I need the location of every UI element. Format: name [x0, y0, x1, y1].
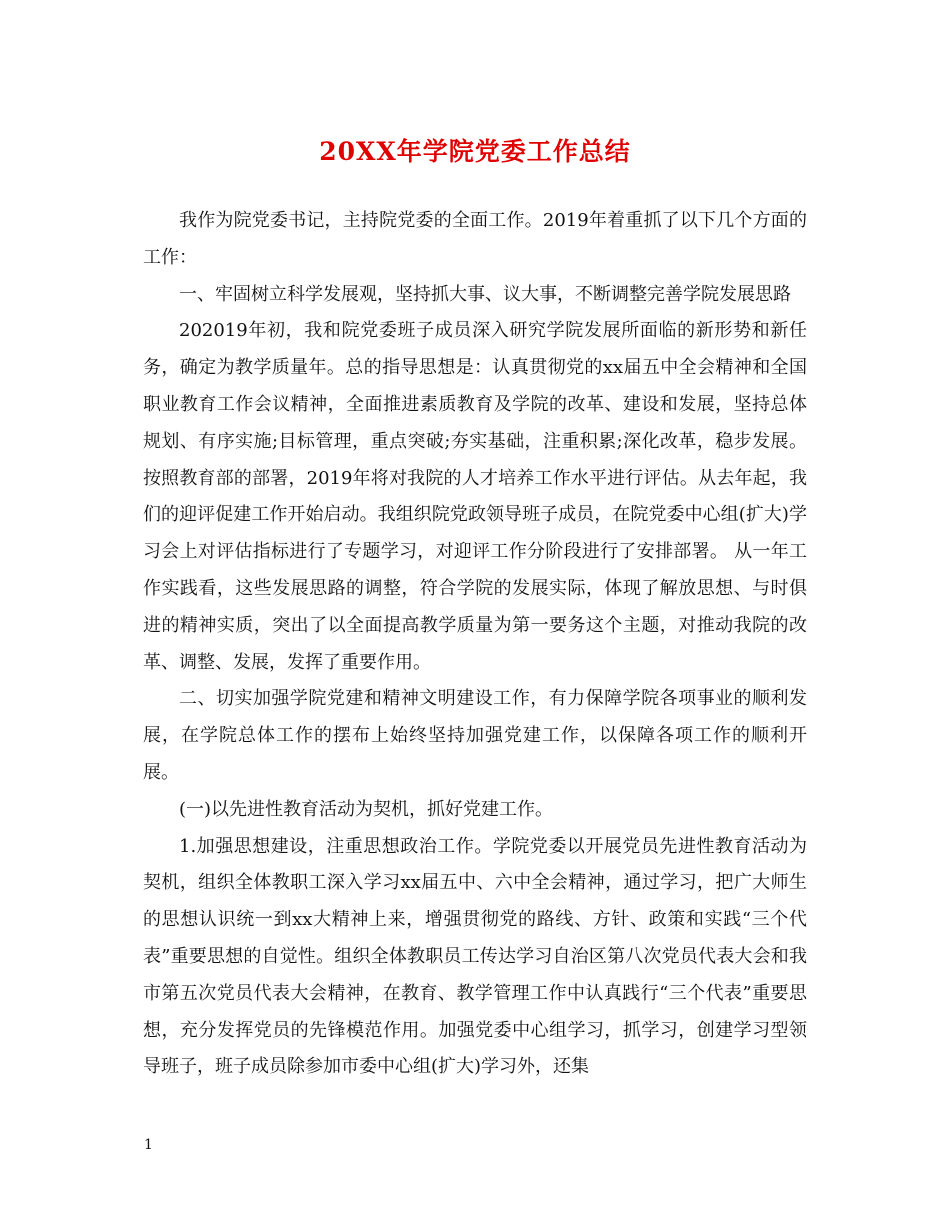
paragraph-section-one-heading: 一、牢固树立科学发展观，坚持抓大事、议大事，不断调整完善学院发展思路 — [179, 283, 791, 305]
paragraph-section-two-heading: 二、切实加强学院党建和精神文明建设工作，有力保障学院各项事业的顺利发展，在学院总体工作的摆布上始终坚持加强党建工作，以保障各项工作的顺利开展。 — [143, 688, 807, 783]
paragraph-subsection-one: (一)以先进性教育活动为契机，抓好党建工作。 — [179, 798, 554, 820]
paragraph-section-one-body: 202019年初，我和院党委班子成员深入研究学院发展所面临的新形势和新任务，确定为教学质量年。总的指导思想是：认真贯彻党的xx届五中全会精神和全国职业教育工作会议精神，全面推进素质教育及学院的改革、建设和发展，坚持总体规划、有序实施;目标管理，重点突破;夯实基础，注重积累;深化改革，稳步发展。按照教育部的部署，2019年将对我院的人才培养工作水平进行评估。从去年起，我们的迎评促建工作开始启动。我组织院党政领导班子成员，在院党委中心组(扩大)学习会上对评估指标进行了专题学习，对迎评工作分阶段进行了安排部署。 从一年工作实践看，这些发展思路的调整，符合学院的发展实际，体现了解放思想、与时俱进的精神实质，突出了以全面提高教学质量为第一要务这个主题，对推动我院的改革、调整、发展，发挥了重要作用。 — [143, 320, 807, 673]
paragraph-item-one: 1.加强思想建设，注重思想政治工作。学院党委以开展党员先进性教育活动为契机，组织全体教职工深入学习xx届五中、六中全会精神，通过学习，把广大师生的思想认识统一到xx大精神上来，增强贯彻党的路线、方针、政策和实践“三个代表”重要思想的自觉性。组织全体教职员工传达学习自治区第八次党员代表大会和我市第五次党员代表大会精神，在教育、教学管理工作中认真践行“三个代表”重要思想，充分发挥党员的先锋模范作用。加强党委中心组学习，抓学习，创建学习型领导班子，班子成员除参加市委中心组(扩大)学习外，还集 — [143, 835, 807, 1078]
page-number: 1 — [144, 1137, 153, 1153]
paragraph-intro: 我作为院党委书记，主持院党委的全面工作。2019年着重抓了以下几个方面的工作： — [143, 210, 807, 268]
document-title: 20XX年学院党委工作总结 — [319, 137, 631, 166]
document-body — [143, 203, 807, 1086]
